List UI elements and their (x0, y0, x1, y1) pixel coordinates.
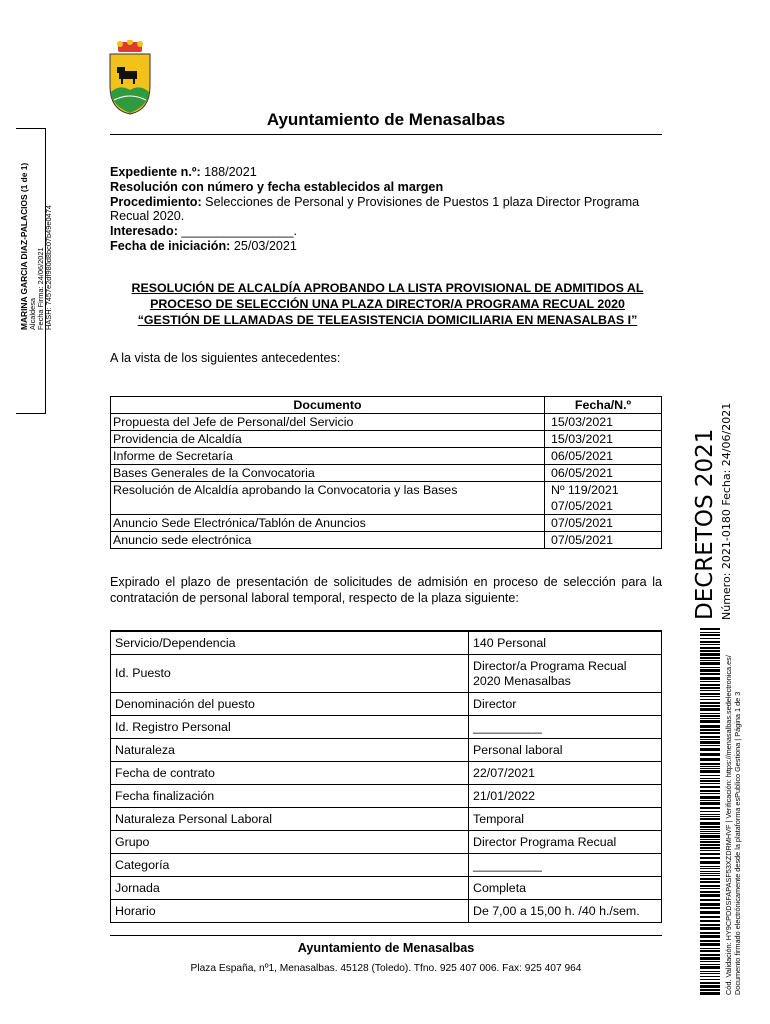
table-row (111, 693, 662, 716)
table-cell: __________ (469, 854, 662, 877)
page-title: Ayuntamiento de Menasalbas (266, 110, 506, 129)
table-cell: 06/05/2021 (545, 465, 662, 482)
barcode-bar (700, 800, 720, 801)
barcode-bar (700, 822, 720, 825)
footer-divider (110, 935, 662, 936)
barcode-bar (700, 690, 720, 691)
barcode-bar (700, 907, 720, 909)
table-row (111, 808, 662, 831)
barcode-bar (700, 684, 720, 686)
barcode-bar (700, 653, 720, 656)
signer-role: Alcaldesa (28, 297, 37, 330)
barcode-bar (700, 971, 720, 972)
intro-text: A la vista de los siguientes antecedentes: (110, 351, 341, 365)
barcode-bar (700, 979, 720, 980)
table-row (111, 655, 662, 693)
barcode-bar (700, 770, 720, 773)
table-row (111, 854, 662, 877)
table-cell: 06/05/2021 (545, 448, 662, 465)
table-row (111, 515, 662, 532)
barcode-bar (700, 839, 720, 840)
barcode-bar (700, 699, 720, 700)
table-cell: Naturaleza (111, 739, 469, 762)
barcode-bar (700, 850, 720, 851)
barcode-bar (700, 916, 720, 918)
barcode-bar (700, 802, 720, 805)
barcode-bar (700, 693, 720, 695)
barcode-bar (700, 681, 720, 682)
barcode-bar (700, 829, 720, 830)
barcode-bar (700, 677, 720, 680)
barcode-bar (700, 702, 720, 704)
table-cell: Providencia de Alcaldía (111, 431, 545, 448)
barcode-bar (700, 657, 720, 659)
barcode-bar (700, 954, 720, 956)
barcode-bar (700, 924, 720, 926)
barcode-bar (700, 861, 720, 864)
barcode-bar (700, 868, 720, 869)
barcode-bar (700, 796, 720, 799)
table-cell: Jornada (111, 877, 469, 900)
fecha-value: 25/03/2021 (230, 238, 297, 253)
barcode-bar (700, 783, 720, 784)
table-cell: Propuesta del Jefe de Personal/del Servicio (111, 414, 545, 431)
table-cell: 07/05/2021 (545, 515, 662, 532)
barcode-bar (700, 736, 720, 738)
table-cell: Fecha de contrato (111, 762, 469, 785)
barcode-bar (700, 662, 720, 665)
barcode-bar (700, 641, 720, 643)
table-cell: Temporal (469, 808, 662, 831)
barcode-bar (700, 811, 720, 812)
barcode-bar (700, 758, 720, 761)
verification-code: Cód. Validación: HY9CPDDSFAPASF53XZDRMHVF | Verificación: https://menasalbas.sedelectronica.es/ (724, 655, 733, 995)
decree-number: Número: 2021-0180 Fecha: 24/06/2021 (720, 402, 733, 620)
barcode-bar (700, 669, 720, 672)
table-cell: Anuncio Sede Electrónica/Tablón de Anuncios (111, 515, 545, 532)
barcode-bar (700, 741, 720, 744)
table-header-row (111, 397, 662, 414)
table-row (111, 532, 662, 549)
decree-label: DECRETOS 2021 (692, 428, 718, 620)
table-row (111, 877, 662, 900)
barcode-bar (700, 881, 720, 883)
body-paragraph: Expirado el plazo de presentación de solicitudes de admisión en proceso de selección para la contratación de personal laboral temporal, respecto de la plaza siguiente: (110, 575, 662, 605)
barcode-bar (700, 948, 720, 949)
barcode-bar (700, 903, 720, 906)
barcode-bar (700, 961, 720, 962)
table-cell: Denominación del puesto (111, 693, 469, 716)
table-row (111, 739, 662, 762)
table-cell: Personal laboral (469, 739, 662, 762)
table-cell: De 7,00 a 15,00 h. /40 h./sem. (469, 900, 662, 923)
barcode-bar (700, 732, 720, 734)
documents-table (110, 396, 662, 549)
table-cell: 22/07/2021 (469, 762, 662, 785)
table-cell: Director/a Programa Recual 2020 Menasalbas (469, 655, 662, 693)
barcode-bar (700, 807, 720, 809)
barcode-bar (700, 708, 720, 711)
table-cell: Informe de Secretaría (111, 448, 545, 465)
barcode-bar (700, 982, 720, 984)
barcode-bar (700, 650, 720, 652)
barcode-bar (700, 831, 720, 832)
barcode-bar (700, 786, 720, 788)
table-cell: 140 Personal (469, 631, 662, 655)
barcode-bar (700, 853, 720, 855)
barcode-bar (700, 644, 720, 645)
barcode-bar (700, 964, 720, 965)
barcode-bar (700, 818, 720, 820)
table-cell: Categoría (111, 854, 469, 877)
table-row (111, 465, 662, 482)
barcode-bar (700, 718, 720, 719)
barcode-bar (700, 745, 720, 746)
barcode-bar (700, 638, 720, 639)
table-cell: Nº 119/2021 07/05/2021 (545, 482, 662, 515)
table-cell: Servicio/Dependencia (111, 631, 469, 655)
fecha-label: Fecha de iniciación: (110, 238, 231, 253)
resolution-title-line: RESOLUCIÓN DE ALCALDÍA APROBANDO LA LISTA PROVISIONAL DE ADMITIDOS AL (131, 281, 644, 295)
barcode-bar (700, 943, 720, 946)
table-cell: __________ (469, 716, 662, 739)
barcode-bar (700, 705, 720, 707)
barcode-bar (700, 763, 720, 765)
barcode-bar (700, 780, 720, 782)
barcode-bar (700, 973, 720, 974)
table-cell: Fecha finalización (111, 785, 469, 808)
barcode-bar (700, 873, 720, 874)
barcode-bar (700, 920, 720, 922)
barcode-bar (700, 957, 720, 960)
column-header: Documento (111, 397, 545, 414)
table-cell: Horario (111, 900, 469, 923)
barcode-bar (700, 748, 720, 751)
column-header: Fecha/N.º (545, 397, 662, 414)
table-cell: Bases Generales de la Convocatoria (111, 465, 545, 482)
barcode-bar (700, 660, 720, 661)
barcode-bar (700, 790, 720, 792)
procedimiento-value: Selecciones de Personal y Provisiones de Puestos 1 plaza Director Programa Recual 2020. (110, 194, 640, 224)
barcode-bar (700, 766, 720, 767)
table-row (111, 785, 662, 808)
barcode-bar (700, 833, 720, 834)
header-divider (110, 134, 662, 135)
position-table (110, 630, 662, 923)
signer-name: MARINA GARCIA DIAZ-PALACIOS (1 de 1) (19, 162, 29, 330)
table-row (111, 414, 662, 431)
verification-block (724, 625, 742, 995)
footer-title: Ayuntamiento de Menasalbas (297, 941, 475, 955)
table-cell: 15/03/2021 (545, 414, 662, 431)
barcode-bar (700, 871, 720, 872)
barcode-icon (700, 628, 720, 998)
barcode-bar (700, 753, 720, 756)
barcode-bar (700, 841, 720, 843)
barcode-bar (700, 875, 720, 876)
footer-address: Plaza España, nº1, Menasalbas. 45128 (Toledo). Tfno. 925 407 006. Fax: 925 407 964 (190, 963, 582, 974)
barcode-bar (700, 739, 720, 740)
barcode-bar (700, 985, 720, 988)
barcode-bar (700, 729, 720, 731)
table-cell: 07/05/2021 (545, 532, 662, 549)
barcode-bar (700, 989, 720, 991)
expediente-meta (110, 165, 665, 254)
resolution-title (110, 280, 665, 328)
barcode-bar (700, 696, 720, 697)
barcode-bar (700, 775, 720, 776)
barcode-bar (700, 793, 720, 794)
barcode-bar (700, 976, 720, 977)
table-cell: Id. Puesto (111, 655, 469, 693)
barcode-bar (700, 927, 720, 930)
barcode-bar (700, 891, 720, 893)
barcode-bar (700, 778, 720, 779)
barcode-bar (700, 885, 720, 887)
barcode-bar (700, 647, 720, 649)
barcode-bar (700, 814, 720, 815)
table-cell: Id. Registro Personal (111, 716, 469, 739)
barcode-bar (700, 835, 720, 838)
table-cell: 15/03/2021 (545, 431, 662, 448)
barcode-bar (700, 911, 720, 914)
table-cell: Director (469, 693, 662, 716)
barcode-bar (700, 720, 720, 723)
signature-hash: HASH: 7457e2df980d8bc07b49e0474 (44, 205, 53, 330)
barcode-bar (700, 894, 720, 897)
table-row (111, 900, 662, 923)
barcode-bar (700, 878, 720, 880)
resolution-title-line: PROCESO DE SELECCIÓN UNA PLAZA DIRECTOR/A PROGRAMA RECUAL 2020 (150, 297, 625, 311)
table-row (111, 631, 662, 655)
table-row (111, 448, 662, 465)
barcode-bar (700, 935, 720, 938)
barcode-bar (700, 847, 720, 849)
table-row (111, 431, 662, 448)
table-cell: Naturaleza Personal Laboral (111, 808, 469, 831)
barcode-bar (700, 816, 720, 817)
barcode-bar (700, 713, 720, 714)
barcode-bar (700, 950, 720, 952)
barcode-bar (700, 634, 720, 636)
barcode-bar (700, 715, 720, 717)
interesado-value: ________________. (177, 224, 297, 239)
table-cell: 21/01/2022 (469, 785, 662, 808)
expediente-label: Expediente n.º: (110, 165, 201, 179)
table-row (111, 831, 662, 854)
barcode-bar (700, 932, 720, 934)
barcode-bar (700, 866, 720, 867)
table-cell: Grupo (111, 831, 469, 854)
signature-date: Fecha Firma: 24/06/2021 (36, 247, 45, 330)
barcode-bar (700, 940, 720, 942)
signature-block (20, 30, 53, 330)
verification-platform: Documento firmado electrónicamente desde la plataforma esPublico Gestiona | Página 1 de 3 (733, 691, 742, 995)
table-row (111, 762, 662, 785)
barcode-bar (700, 899, 720, 901)
barcode-bar (700, 844, 720, 846)
resolucion-line: Resolución con número y fecha establecidos al margen (110, 179, 444, 194)
barcode-bar (700, 628, 720, 630)
barcode-bar (700, 632, 720, 633)
decree-stamp (693, 390, 733, 620)
table-cell: Resolución de Alcaldía aprobando la Convocatoria y las Bases (111, 482, 545, 515)
resolution-title-line: “GESTIÓN DE LLAMADAS DE TELEASISTENCIA DOMICILIARIA EN MENASALBAS I” (137, 313, 638, 327)
interesado-label: Interesado: (110, 224, 178, 239)
expediente-value: 188/2021 (200, 165, 257, 179)
barcode-bar (700, 673, 720, 675)
table-row (111, 716, 662, 739)
barcode-bar (700, 888, 720, 889)
barcode-bar (700, 725, 720, 728)
barcode-bar (700, 826, 720, 828)
table-cell: Director Programa Recual (469, 831, 662, 854)
table-cell: Anuncio sede electrónica (111, 532, 545, 549)
table-cell: Completa (469, 877, 662, 900)
barcode-bar (700, 687, 720, 689)
barcode-bar (700, 667, 720, 668)
barcode-bar (700, 966, 720, 969)
barcode-bar (700, 768, 720, 769)
procedimiento-label: Procedimiento: (110, 194, 202, 209)
coat-of-arms-icon (104, 40, 156, 116)
barcode-bar (700, 992, 720, 995)
barcode-bar (700, 857, 720, 859)
table-row (111, 482, 662, 515)
